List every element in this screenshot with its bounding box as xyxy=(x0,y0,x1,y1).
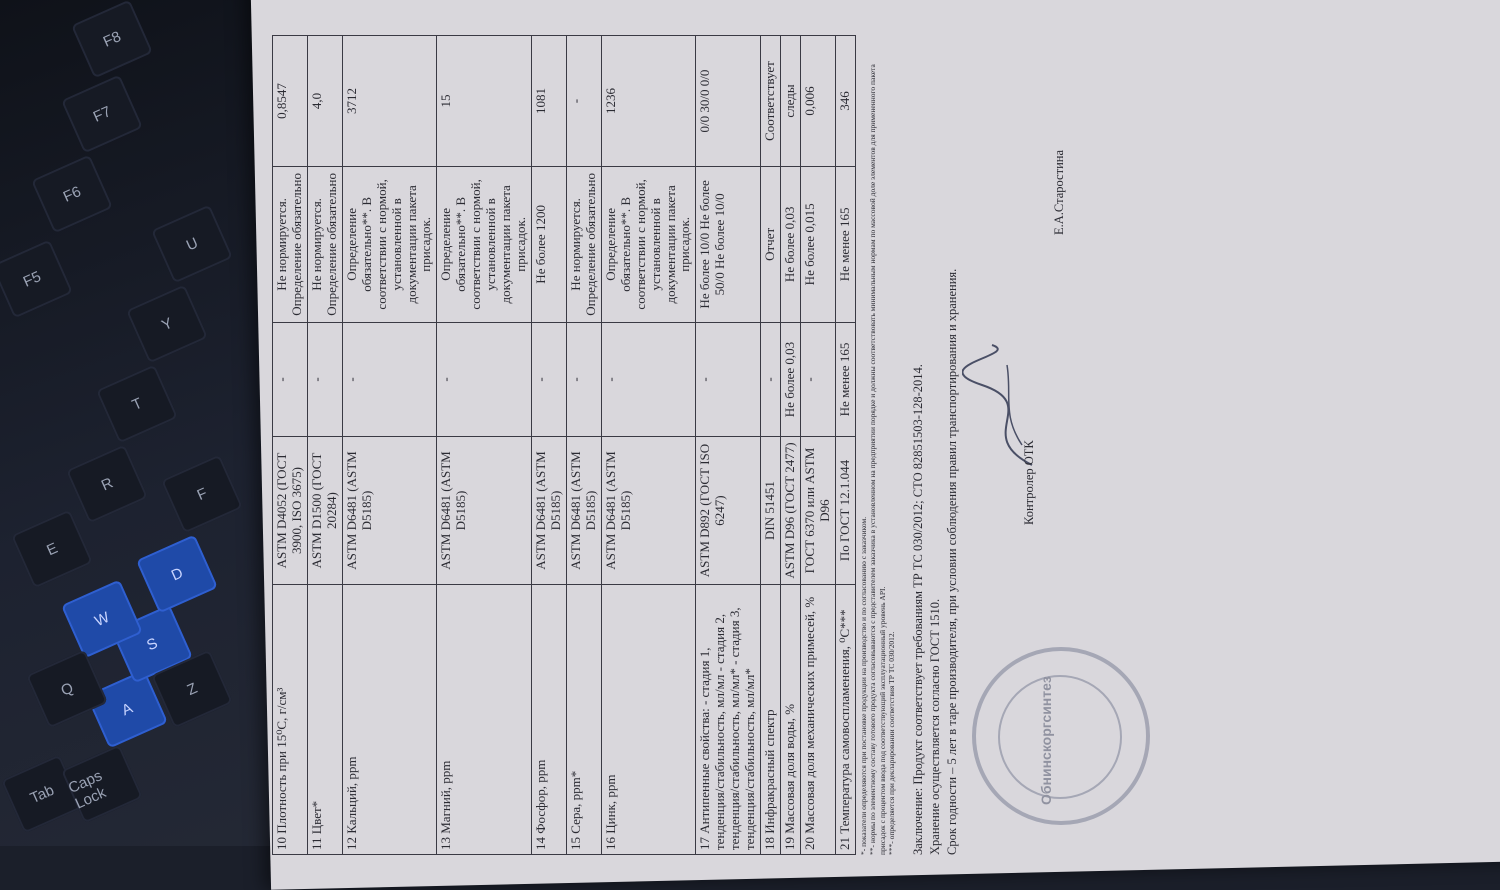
key-w: W xyxy=(61,579,143,658)
test-method: ASTM D1500 (ГОСТ 20284) xyxy=(307,437,342,584)
table-row xyxy=(532,36,567,855)
limit-tr: - xyxy=(307,322,342,437)
limit-tr: - xyxy=(761,322,781,437)
result-value: 3712 xyxy=(342,36,437,167)
table-row xyxy=(801,36,836,855)
result-value: - xyxy=(566,36,601,167)
test-method: ASTM D6481 (ASTM D5185) xyxy=(566,437,601,584)
table-row xyxy=(601,36,696,855)
limit-tr: - xyxy=(601,322,696,437)
result-value: 4,0 xyxy=(307,36,342,167)
conclusion-line: Заключение: Продукт соответствует требованиям ТР ТС 030/2012; СТО 82851503-128-2014. xyxy=(911,364,926,855)
limit-spec: Определение обязательно**. В соответствии с нормой, установленной в документации пакета присадок. xyxy=(437,167,532,323)
signature-mark xyxy=(962,335,1052,475)
table-row xyxy=(307,36,342,855)
key-q: Q xyxy=(26,649,108,728)
param-name: 20 Массовая доля механических примесей, % xyxy=(801,584,836,854)
limit-spec: Не нормируется. Определение обязательно xyxy=(273,167,308,323)
table-row xyxy=(835,36,855,855)
limit-spec: Не менее 165 xyxy=(835,167,855,323)
limit-tr: - xyxy=(532,322,567,437)
test-method: ASTM D6481 (ASTM D5185) xyxy=(601,437,696,584)
limit-tr: - xyxy=(566,322,601,437)
key-f7: F7 xyxy=(61,74,143,153)
key-d: D xyxy=(136,534,218,613)
limit-spec: Не более 0,03 xyxy=(781,167,801,323)
key-f: F xyxy=(161,454,243,533)
conclusion-line: Срок годности – 5 лет в таре производителя, при условии соблюдения правил транспортирования и хранения. xyxy=(945,268,960,855)
key-f5: F5 xyxy=(0,239,73,318)
param-name: 19 Массовая доля воды, % xyxy=(781,584,801,854)
table-row xyxy=(761,36,781,855)
key-capslock: Caps Lock xyxy=(61,744,143,823)
table-row xyxy=(437,36,532,855)
table-row xyxy=(273,36,308,855)
limit-spec: Не более 10/0 Не более 50/0 Не более 10/0 xyxy=(696,167,761,323)
result-value: 0,006 xyxy=(801,36,836,167)
signature-role: Контролер ОТК xyxy=(1022,440,1036,525)
conclusion xyxy=(910,35,961,855)
result-value: Соответствует xyxy=(761,36,781,167)
limit-spec: Отчет xyxy=(761,167,781,323)
test-method: DIN 51451 xyxy=(761,437,781,584)
param-name: 15 Сера, ppm* xyxy=(566,584,601,854)
test-method: ASTM D6481 (ASTM D5185) xyxy=(437,437,532,584)
footnote: ***- определяется при декларировании соответствия ТР ТС 030/2012. xyxy=(886,631,896,855)
param-name: 18 Инфракрасный спектр xyxy=(761,584,781,854)
result-value: 1236 xyxy=(601,36,696,167)
key-f8: F8 xyxy=(71,0,153,79)
param-name: 11 Цвет* xyxy=(307,584,342,854)
param-name: 17 Антипенные свойства: - стадия 1, тенденция/стабильность, мл/мл - стадия 2, тенденция/стабильность, мл/мл* - стадия 3, тенденция/стабильность, мл/мл* xyxy=(696,584,761,854)
test-method: ASTM D892 (ГОСТ ISO 6247) xyxy=(696,437,761,584)
result-value: 15 xyxy=(437,36,532,167)
limit-tr: - xyxy=(273,322,308,437)
table-row xyxy=(696,36,761,855)
company-stamp xyxy=(972,647,1150,825)
table-row xyxy=(566,36,601,855)
result-value: 0/0 30/0 0/0 xyxy=(696,36,761,167)
key-t: T xyxy=(96,364,178,443)
key-f6: F6 xyxy=(31,154,113,233)
key-z: Z xyxy=(151,649,233,728)
param-name: 21 Температура самовоспламенения, ⁰С*** xyxy=(835,584,855,854)
test-method: ГОСТ 6370 или ASTM D96 xyxy=(801,437,836,584)
footnote: *- показатели определяются при постановке продукции на производство и по согласованию с заказчиком. xyxy=(858,516,868,855)
specs-table xyxy=(272,35,856,855)
key-a: A xyxy=(86,669,168,748)
key-y: Y xyxy=(126,284,208,363)
stamp-text: Обнинскоргсинтез xyxy=(1038,676,1054,805)
test-method: ASTM D6481 (ASTM D5185) xyxy=(342,437,437,584)
key-tab: Tab xyxy=(1,754,83,833)
limit-tr: - xyxy=(696,322,761,437)
table-row xyxy=(342,36,437,855)
limit-tr: - xyxy=(342,322,437,437)
signature-name: Е.А.Старостина xyxy=(1052,150,1066,235)
footnotes xyxy=(859,35,897,855)
limit-spec: Не нормируется. Определение обязательно xyxy=(307,167,342,323)
limit-tr: - xyxy=(437,322,532,437)
param-name: 13 Магний, ppm xyxy=(437,584,532,854)
limit-tr: Не менее 165 xyxy=(835,322,855,437)
limit-spec: Не более 1200 xyxy=(532,167,567,323)
limit-spec: Определение обязательно**. В соответствии с нормой, установленной в документации пакета присадок. xyxy=(342,167,437,323)
test-method: По ГОСТ 12.1.044 xyxy=(835,437,855,584)
limit-tr: - xyxy=(801,322,836,437)
key-r: R xyxy=(66,444,148,523)
limit-spec: Не более 0,015 xyxy=(801,167,836,323)
specs-rows xyxy=(273,36,856,855)
result-value: следы xyxy=(781,36,801,167)
limit-spec: Не нормируется. Определение обязательно xyxy=(566,167,601,323)
limit-tr: Не более 0,03 xyxy=(781,322,801,437)
table-row xyxy=(781,36,801,855)
key-s: S xyxy=(111,604,193,683)
param-name: 14 Фосфор, ppm xyxy=(532,584,567,854)
param-name: 12 Кальций, ppm xyxy=(342,584,437,854)
result-value: 0,8547 xyxy=(273,36,308,167)
test-method: ASTM D4052 (ГОСТ 3900, ISO 3675) xyxy=(273,437,308,584)
footnote: **- нормы по элементному составу готового продукта согласовываются с представителем заказчика в установленном на предприятии порядке и должны соответствовать минимальным нормам по массовой доле элементов для примененного пакета присадок с процентом ввода под соответствующий эксплуатационный уровень API. xyxy=(868,64,887,855)
key-e: E xyxy=(11,509,93,588)
conclusion-line: Хранение осуществляется согласно ГОСТ 1510. xyxy=(928,598,943,855)
result-value: 346 xyxy=(835,36,855,167)
key-u: U xyxy=(151,204,233,283)
param-name: 16 Цинк, ppm xyxy=(601,584,696,854)
document xyxy=(272,35,1112,855)
param-name: 10 Плотность при 15⁰С, г/см³ xyxy=(273,584,308,854)
test-method: ASTM D96 (ГОСТ 2477) xyxy=(781,437,801,584)
limit-spec: Определение обязательно**. В соответствии с нормой, установленной в документации пакета присадок. xyxy=(601,167,696,323)
test-method: ASTM D6481 (ASTM D5185) xyxy=(532,437,567,584)
result-value: 1081 xyxy=(532,36,567,167)
